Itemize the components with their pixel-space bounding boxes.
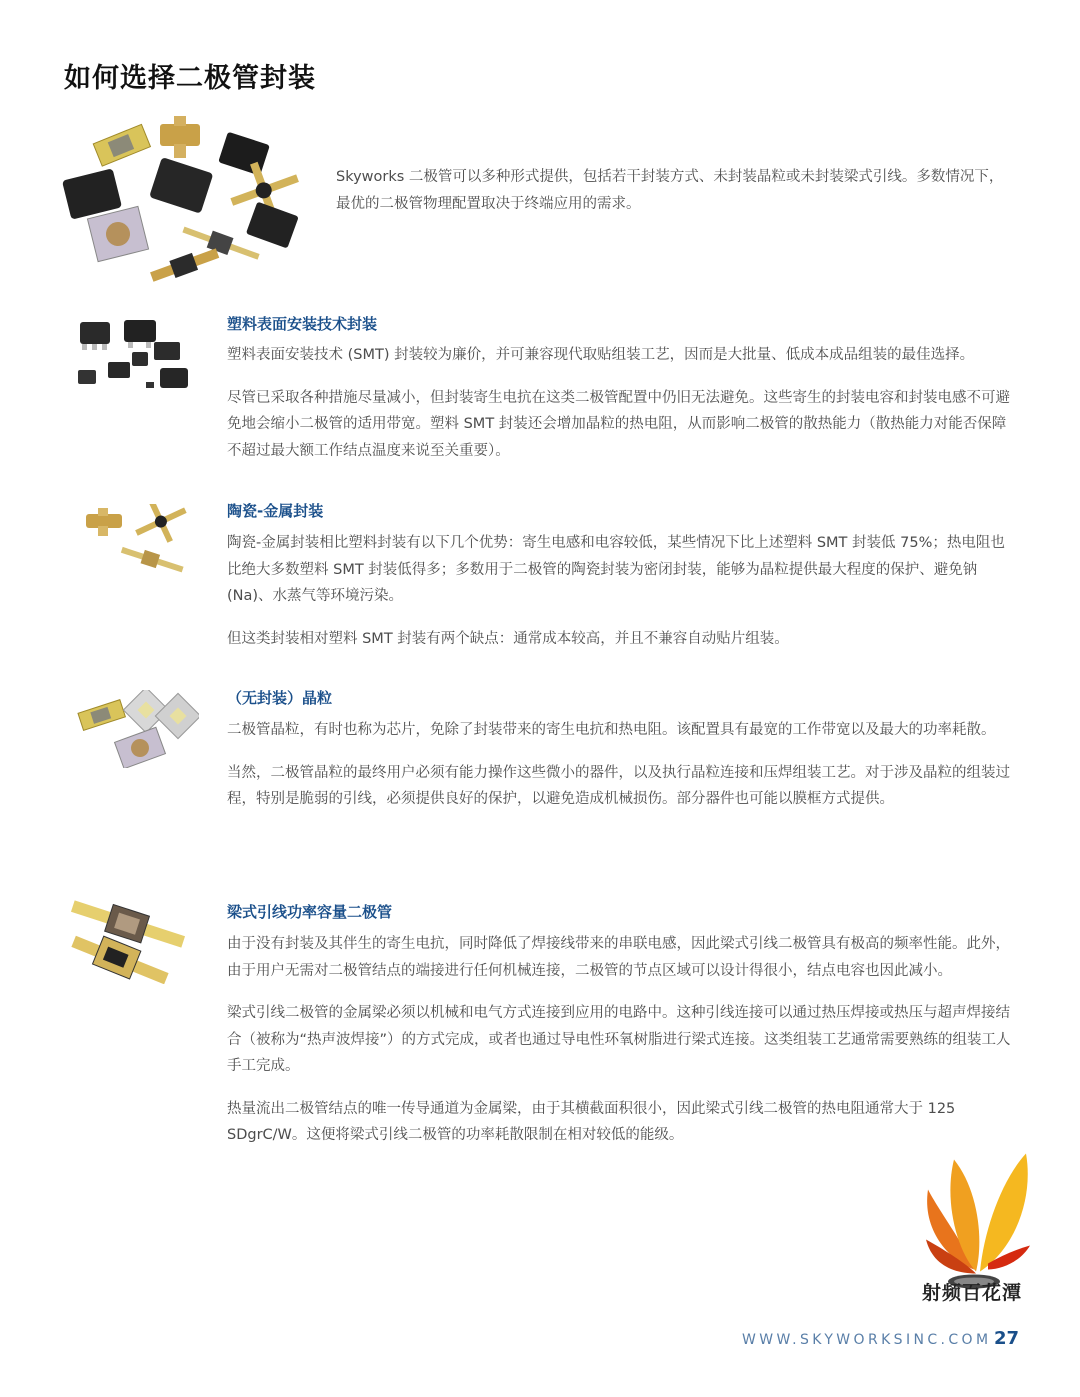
section-heading-plastic-smt: 塑料表面安装技术封装 [227, 315, 378, 333]
section-heading-bare-die: （无封装）晶粒 [227, 689, 333, 707]
section-heading-ceramic-metal: 陶瓷-金属封装 [227, 502, 324, 520]
ceramic-metal-packages-image [80, 504, 190, 580]
paragraph: 但这类封装相对塑料 SMT 封装有两个缺点：通常成本较高，并且不兼容自动贴片组装。 [227, 630, 789, 647]
footer-url: WWW.SKYWORKSINC.COM [742, 1332, 992, 1348]
paragraph: 当然，二极管晶粒的最终用户必须有能力操作这些微小的器件，以及执行晶粒连接和压焊组装工艺。对于涉及晶粒的组装过程，特别是脆弱的引线，必须提供良好的保护，以避免造成机械损伤。部分器件也可能以膜框方式提供。 [227, 764, 1010, 807]
diode-package-collage-image [60, 116, 310, 286]
section-body-bare-die [227, 717, 1017, 813]
logo-text: 射频百花潭 [922, 1282, 1023, 1304]
bare-die-image [74, 690, 199, 768]
paragraph: 二极管晶粒，有时也称为芯片，免除了封装带来的寄生电抗和热电阻。该配置具有最宽的工作带宽以及最大的功率耗散。 [227, 722, 996, 738]
paragraph: 陶瓷-金属封装相比塑料封装有以下几个优势：寄生电感和电容较低，某些情况下比上述塑料 SMT 封装低 75%；热电阻也比绝大多数塑料 SMT 封装低得多；多数用于二极管的陶瓷封装为密闭封装，能够为晶粒提供最大程度的保护、避免钠 (Na)、水蒸气等环境污染。 [227, 535, 1005, 604]
paragraph: 梁式引线二极管的金属梁必须以机械和电气方式连接到应用的电路中。这种引线连接可以通过热压焊接或热压与超声焊接结合（被称为“热声波焊接”）的方式完成，或者也通过导电性环氧树脂进行梁式连接。这类组装工艺通常需要熟练的组装工人手工完成。 [227, 1005, 1011, 1074]
paragraph: 塑料表面安装技术 (SMT) 封装较为廉价，并可兼容现代取贴组装工艺，因而是大批量、低成本成品组装的最佳选择。 [227, 347, 975, 363]
intro-paragraph [336, 164, 1016, 217]
paragraph: 由于没有封装及其伴生的寄生电抗，同时降低了焊接线带来的串联电感，因此梁式引线二极管具有极高的频率性能。此外，由于用户无需对二极管结点的端接进行任何机械连接，二极管的节点区域可以设计得很小，结点电容也因此减小。 [227, 936, 1010, 979]
paragraph: 尽管已采取各种措施尽量减小，但封装寄生电抗在这类二极管配置中仍旧无法避免。这些寄生的封装电容和封装电感不可避免地会缩小二极管的适用带宽。塑料 SMT 封装还会增加晶粒的热电阻，从而影响二极管的散热能力（散热能力对能否保障不超过最大额工作结点温度来说至关重要）。 [227, 389, 1010, 459]
section-heading-beam-lead: 梁式引线功率容量二极管 [227, 903, 393, 921]
section-body-plastic-smt [227, 342, 1017, 464]
intro-text: Skyworks 二极管可以多种形式提供，包括若干封装方式、未封装晶粒或未封装梁式引线。多数情况下，最优的二极管物理配置取决于终端应用的需求。 [336, 169, 1004, 212]
page-title: 如何选择二极管封装 [64, 63, 316, 94]
section-body-beam-lead [227, 931, 1017, 1149]
beam-lead-diodes-image [66, 898, 190, 984]
paragraph: 热量流出二极管结点的唯一传导通道为金属梁，由于其横截面积很小，因此梁式引线二极管的热电阻通常大于 125 SDgrC/W。这便将梁式引线二极管的功率耗散限制在相对较低的能级。 [227, 1100, 956, 1143]
page-number: 27 [994, 1328, 1020, 1349]
plastic-smt-packages-image [70, 312, 200, 400]
section-body-ceramic-metal [227, 530, 1017, 652]
